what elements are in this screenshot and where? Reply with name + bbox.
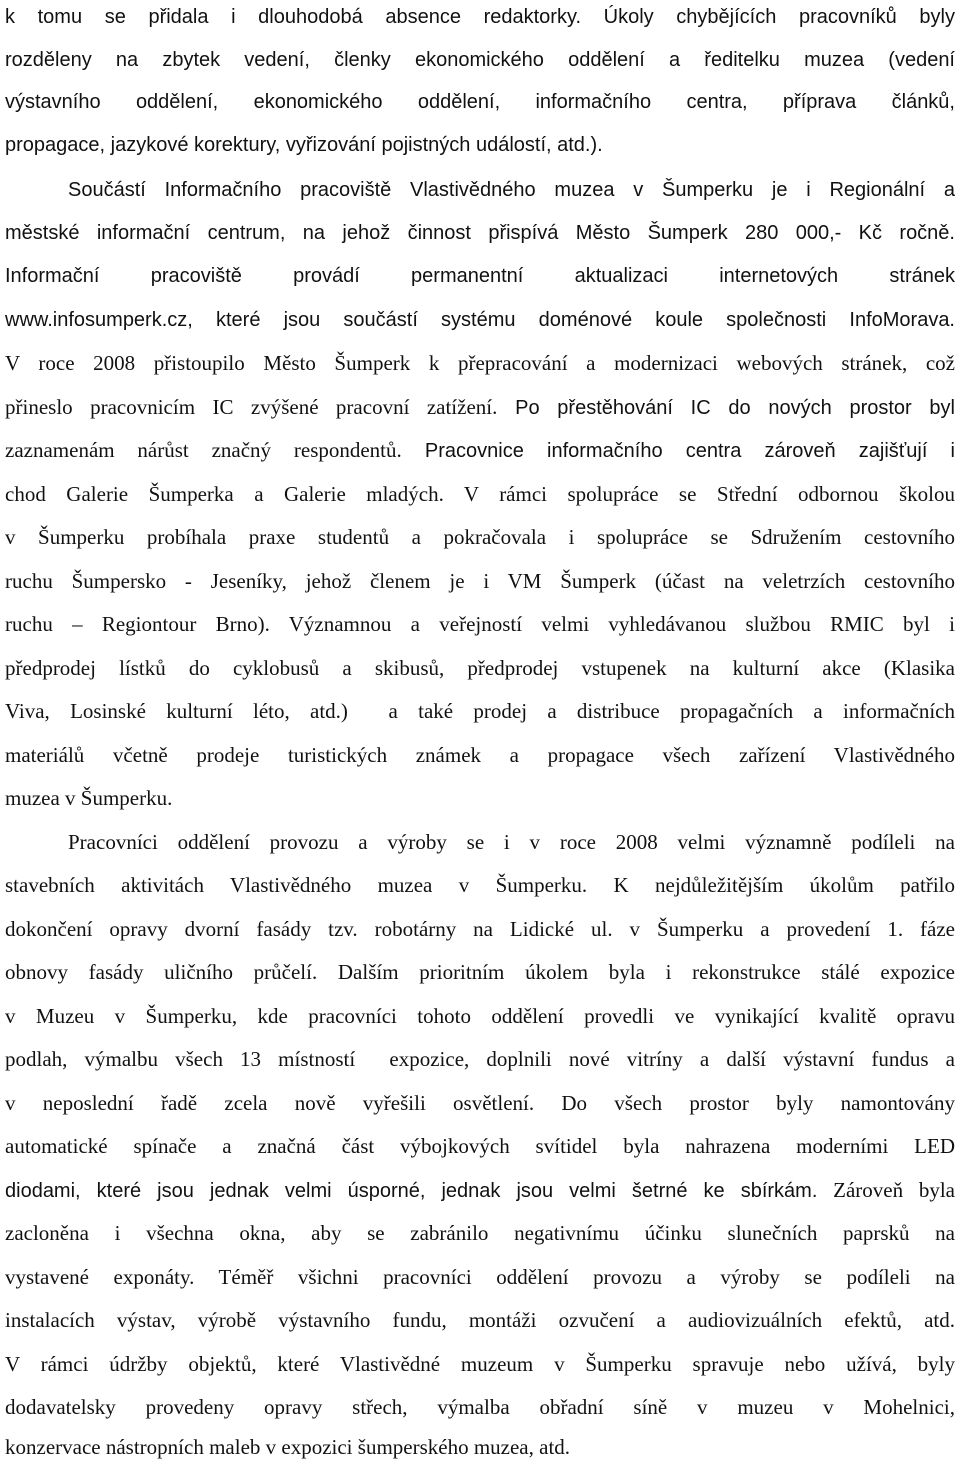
text-line: městské informační centrum, na jehož činnost přispívá Město Šumperk 280 000,- Kč ročně. [5,222,955,244]
text-line: materiálů včetně prodeje turistických známek a propagace všech zařízení Vlastivědného [5,743,955,767]
text-line: chod Galerie Šumperka a Galerie mladých. V rámci spolupráce se Střední odbornou školou [5,482,956,506]
text-line: diodami, které jsou jednak velmi úsporné, jednak jsou velmi šetrné ke sbírkám. Zároveň byla [5,1178,955,1202]
text-line: Viva, Losinské kulturní léto, atd.) a také prodej a distribuce propagačních a informačních [5,699,955,723]
text-line: ruchu Šumpersko - Jeseníky, jehož členem je i VM Šumperk (účast na veletrzích cestovního [5,569,955,593]
text-line: Součástí Informačního pracoviště Vlastivědného muzea v Šumperku je i Regionální a [68,179,955,201]
text-line: V roce 2008 přistoupilo Město Šumperk k přepracování a modernizaci webových stránek, což [5,351,955,375]
text-line: propagace, jazykové korektury, vyřizování pojistných událostí, atd.). [5,134,603,156]
text-line: výstavního oddělení, ekonomického oddělení, informačního centra, příprava článků, [5,91,955,113]
text-line: v neposlední řadě zcela nově vyřešili osvětlení. Do všech prostor byly namontovány [5,1091,955,1115]
text-line: Pracovníci oddělení provozu a výroby se i v roce 2008 velmi významně podíleli na [68,830,955,854]
text-line: V rámci údržby objektů, které Vlastivědné muzeum v Šumperku spravuje nebo užívá, byly [5,1352,955,1376]
text-line: rozděleny na zbytek vedení, členky ekonomického oddělení a ředitelku muzea (vedení [5,49,955,71]
text-line: v Šumperku probíhala praxe studentů a pokračovala i spolupráce se Sdružením cestovního [5,525,955,549]
text-line: instalacích výstav, výrobě výstavního fundu, montáži ozvučení a audiovizuálních efektů, atd. [5,1308,955,1332]
text-line: www.infosumperk.cz, které jsou součástí systému doménové koule společnosti InfoMorava. [5,309,955,331]
text-line: vystavené exponáty. Téměř všichni pracovníci oddělení provozu a výroby se podíleli na [5,1265,955,1289]
text-line: dodavatelsky provedeny opravy střech, výmalba obřadní síně v muzeu v Mohelnici, [5,1395,955,1419]
text-line: konzervace nástropních maleb v expozici šumperského muzea, atd. [5,1435,571,1459]
text-line: předprodej lístků do cyklobusů a skibusů, předprodej vstupenek na kulturní akce (Klasika [5,656,955,680]
text-line: automatické spínače a značná část výbojkových svítidel byla nahrazena moderními LED [5,1134,955,1158]
text-line: obnovy fasády uličního průčelí. Dalším prioritním úkolem byla i rekonstrukce stálé expozice [5,960,955,984]
text-line: k tomu se přidala i dlouhodobá absence redaktorky. Úkoly chybějících pracovníků byly [5,6,955,28]
text-line: v Muzeu v Šumperku, kde pracovníci tohoto oddělení provedli ve vynikající kvalitě opravu [5,1004,955,1028]
text-line: Informační pracoviště provádí permanentní aktualizaci internetových stránek [5,265,955,287]
text-line: podlah, výmalbu všech 13 místností expozice, doplnili nové vitríny a další výstavní fundus a [5,1047,955,1071]
text-line: přineslo pracovnicím IC zvýšené pracovní zatížení. Po přestěhování IC do nových prostor byl [5,395,955,419]
text-line: muzea v Šumperku. [5,786,173,810]
text-line: dokončení opravy dvorní fasády tzv. robotárny na Lidické ul. v Šumperku a provedení 1. fáze [5,917,955,941]
text-line: zaznamenám nárůst značný respondentů. Pracovnice informačního centra zároveň zajišťují i [5,438,955,462]
text-line: ruchu – Regiontour Brno). Významnou a veřejností velmi vyhledávanou službou RMIC byl i [5,612,955,636]
text-line: stavebních aktivitách Vlastivědného muzea v Šumperku. K nejdůležitějším úkolům patřilo [5,873,956,897]
text-line: zacloněna i všechna okna, aby se zabránilo negativnímu účinku slunečních paprsků na [5,1221,955,1245]
